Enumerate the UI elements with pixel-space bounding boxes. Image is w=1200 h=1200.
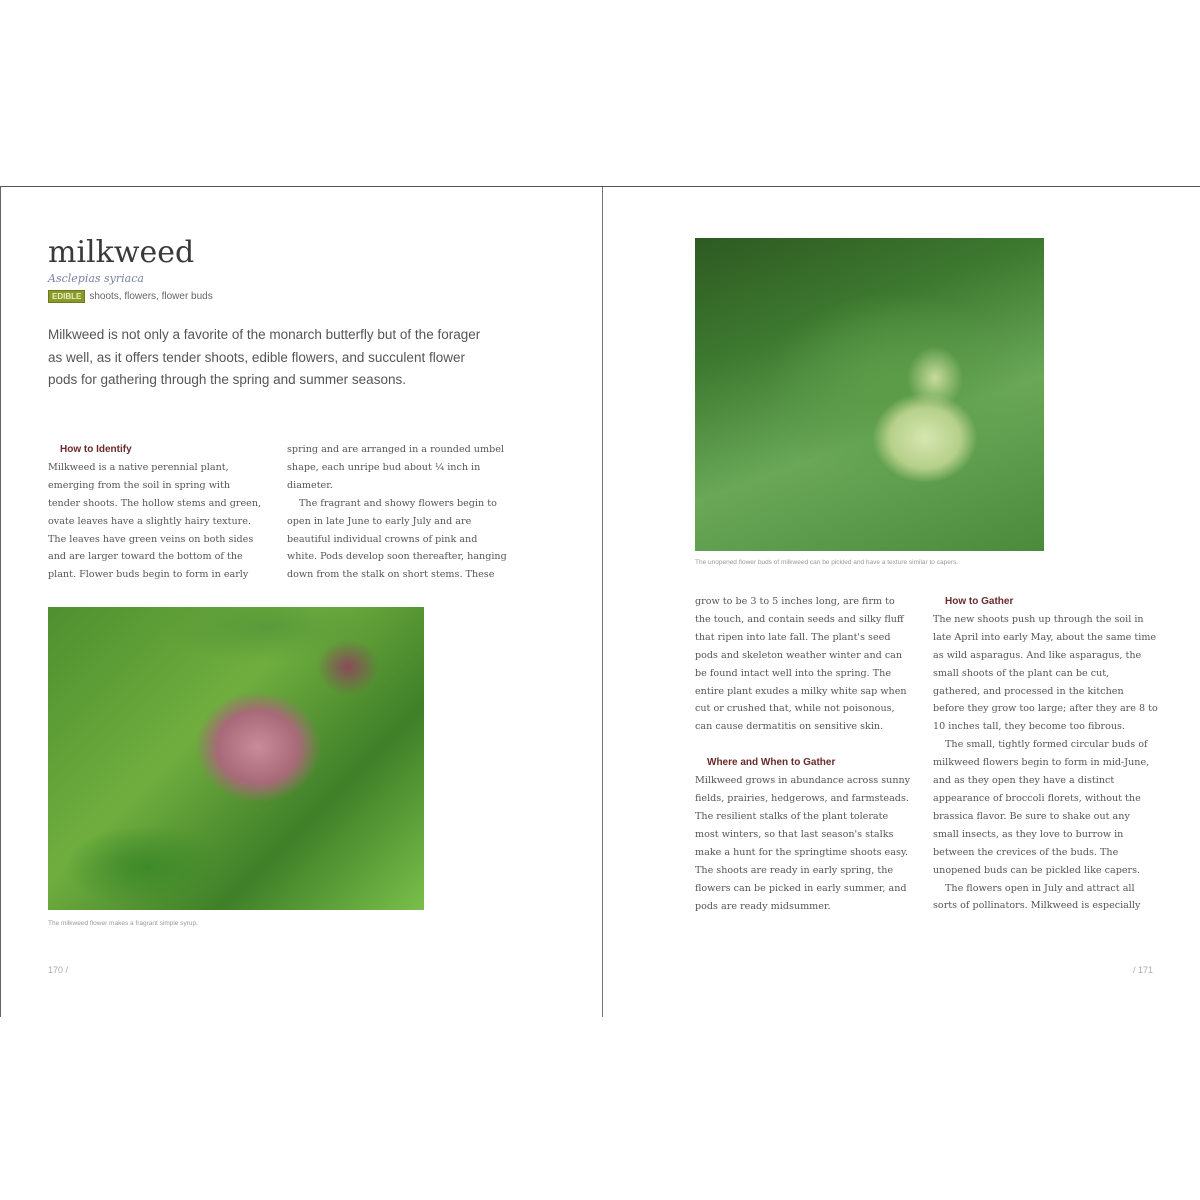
milkweed-buds-photo [695,238,1044,551]
book-spread [0,186,1200,1017]
identify-column-2 [287,441,509,584]
photo-caption: The unopened flower buds of milkweed can be pickled and have a texture similar to capers. [695,559,959,566]
identify-column-1 [48,441,263,584]
left-page [0,187,601,1017]
edible-badge: EDIBLE [48,290,85,303]
plant-title: milkweed [48,235,195,270]
identify-heading: How to Identify [60,444,132,455]
edible-line [48,290,213,303]
photo-caption: The milkweed flower makes a fragrant simple syrup. [48,920,198,927]
identify-text: Milkweed is a native perennial plant, emerging from the soil in spring with tender shoots. The hollow stems and green, ovate leaves have a slightly hairy texture. The leaves have green veins on both sides and are larger toward the bottom of the plant. Flower buds begin to form in early [48,461,262,581]
gather-text-3: The flowers open in July and attract all sorts of pollinators. Milkweed is especially [933,882,1141,912]
where-when-text: Milkweed grows in abundance across sunny fields, prairies, hedgerows, and farmsteads. The resilient stalks of the plant tolerate most winters, so that last season's stalks make a hunt for the springtime shoots easy. The shoots are ready in early spring, the flowers can be picked in early summer, and pods are ready midsummer. [695,775,911,912]
latin-name: Asclepias syriaca [48,272,144,285]
where-when-heading: Where and When to Gather [707,757,836,769]
right-page [602,187,1200,1017]
identify-text-2: The fragrant and showy flowers begin to open in late June to early July and are beautiful individual crowns of pink and white. Pods develop soon thereafter, hanging down from the stalk on short stems. These [287,497,507,581]
milkweed-flower-photo [48,607,424,910]
right-column-2 [933,593,1158,915]
identify-text-cont: spring and are arranged in a rounded umbel shape, each unripe bud about ¼ inch in diameter. [287,444,504,491]
edible-parts: shoots, flowers, flower buds [89,291,213,302]
page-number: 170 / [48,965,69,975]
pods-text: grow to be 3 to 5 inches long, are firm to the touch, and contain seeds and silky fluff that ripen into late fall. The plant's seed pods and skeleton weather winter and can be found intact well into the spring. The entire plant exudes a milky white sap when cut or crushed that, while not poisonous, can cause dermatitis on sensitive skin. [695,596,907,733]
intro-paragraph: Milkweed is not only a favorite of the monarch butterfly but of the forager as well, as it offers tender shoots, edible flowers, and succulent flower pods for gathering through the spring and summer seasons. [48,327,481,387]
right-column-1 [695,593,913,915]
gather-text-2: The small, tightly formed circular buds of milkweed flowers begin to form in mid-June, and as they open they have a distinct appearance of broccoli florets, without the brassica flavor. Be sure to shake out any small insects, as they love to burrow in between the crevices of the buds. The unopened buds can be pickled like capers. [933,739,1150,876]
how-to-gather-heading: How to Gather [945,596,1014,607]
gather-text-1: The new shoots push up through the soil in late April into early May, about the same time as wild asparagus. And like asparagus, the small shoots of the plant can be cut, gathered, and processed in the kitchen before they grow too large; after they are 8 to 10 inches tall, they become too fibrous. [933,613,1158,733]
page-number: / 171 [1133,965,1154,975]
